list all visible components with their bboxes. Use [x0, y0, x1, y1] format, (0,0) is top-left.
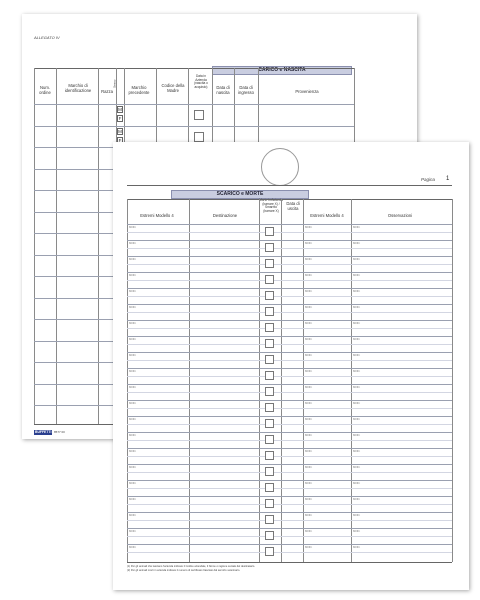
grid-row-line — [127, 464, 452, 465]
col-data-nascita: Data di nascita — [216, 85, 230, 95]
row-mod-label-second: MOD. — [305, 289, 313, 293]
grid-row-line — [127, 480, 452, 481]
row-mod-label: MOD. — [129, 481, 137, 485]
grid-row-line — [34, 104, 354, 105]
row-mod-label-second: MOD. — [305, 337, 313, 341]
row-mod-label-second: MOD. — [305, 481, 313, 485]
grid-row-line — [127, 336, 452, 337]
grid-half-line — [127, 424, 452, 425]
row-mod-label-second: MOD. — [305, 401, 313, 405]
morte-checkbox — [265, 387, 274, 396]
row-mod-label-second: MOD. — [305, 513, 313, 517]
grid-column-line — [189, 199, 190, 562]
grid-column-line — [127, 199, 128, 562]
row-mod-label-second: MOD. — [305, 273, 313, 277]
row-mod-label: MOD. — [129, 289, 137, 293]
col-marchio-identificazione: Marchio di identificazione — [64, 83, 92, 93]
row-mod-label-third: MOD. — [353, 241, 361, 245]
morte-checkbox — [265, 275, 274, 284]
grid-column-line — [98, 68, 99, 424]
morte-checkbox — [265, 227, 274, 236]
col-estremi-modello-4: Estremi Modello 4 — [140, 213, 174, 218]
grid-column-line — [281, 199, 282, 562]
row-mod-label-third: MOD. — [353, 417, 361, 421]
grid-column-line — [303, 199, 304, 562]
morte-smarrito-header: Morte in Azienda (barrare X) / Smarrito (barrare X) — [259, 198, 283, 214]
row-mod-label: MOD. — [129, 465, 137, 469]
row-mod-label-second: MOD. — [305, 545, 313, 549]
grid-row-line — [127, 320, 452, 321]
data-checkbox — [194, 132, 204, 142]
row-mod-label-second: MOD. — [305, 449, 313, 453]
row-mod-label: MOD. — [129, 369, 137, 373]
grid-row-line — [127, 448, 452, 449]
page-number: 1 — [446, 176, 450, 182]
form-code: 8577 00 — [54, 430, 65, 434]
row-mod-label-third: MOD. — [353, 545, 361, 549]
row-mod-label: MOD. — [129, 417, 137, 421]
row-mod-label: MOD. — [129, 321, 137, 325]
col-num-ordine: Num. ordine — [39, 85, 51, 95]
row-mod-label-second: MOD. — [305, 465, 313, 469]
morte-checkbox — [265, 435, 274, 444]
row-mod-label-second: MOD. — [305, 385, 313, 389]
row-mod-label: MOD. — [129, 257, 137, 261]
grid-half-line — [127, 344, 452, 345]
morte-checkbox — [265, 259, 274, 268]
morte-checkbox — [265, 499, 274, 508]
morte-checkbox — [265, 515, 274, 524]
col-estremi-modello-4-second: Estremi Modello 4 — [310, 213, 344, 218]
row-mod-label: MOD. — [129, 225, 137, 229]
grid-half-line — [127, 408, 452, 409]
grid-half-line — [127, 232, 452, 233]
grid-column-line — [56, 68, 57, 424]
row-mod-label-third: MOD. — [353, 273, 361, 277]
grid-half-line — [127, 472, 452, 473]
page-label: Pagina — [421, 177, 436, 182]
morte-checkbox — [265, 307, 274, 316]
grid-row-line — [127, 240, 452, 241]
morte-checkbox — [265, 531, 274, 540]
row-mod-label-second: MOD. — [305, 417, 313, 421]
row-mod-label-second: MOD. — [305, 369, 313, 373]
row-mod-label: MOD. — [129, 305, 137, 309]
col-sesso: Sesso — [112, 79, 117, 88]
row-mod-label: MOD. — [129, 529, 137, 533]
grid-half-line — [127, 360, 452, 361]
page-rule — [127, 185, 452, 186]
morte-checkbox — [265, 467, 274, 476]
grid-row-line — [127, 400, 452, 401]
morte-checkbox — [265, 483, 274, 492]
data-checkbox — [194, 110, 204, 120]
grid-half-line — [127, 392, 452, 393]
sesso-mark-m: M — [118, 107, 122, 112]
sesso-mark-m: M — [118, 128, 122, 134]
data-in-azienda-header: Data in Azienda (nascita o acquisto) — [194, 74, 208, 90]
row-mod-label-second: MOD. — [305, 241, 313, 245]
morte-checkbox — [265, 339, 274, 348]
footnote-2: (2) Per gli animali morti in azienda indicare il numero di certificato rilasciato dal servizio veterinario. — [127, 569, 241, 572]
grid-row-line — [127, 416, 452, 417]
row-mod-label-second: MOD. — [305, 257, 313, 261]
grid-row-line — [127, 224, 452, 225]
row-mod-label-third: MOD. — [353, 497, 361, 501]
row-mod-label: MOD. — [129, 241, 137, 245]
front-table-bottom-rule — [127, 562, 452, 563]
grid-half-line — [127, 552, 452, 553]
morte-checkbox — [265, 419, 274, 428]
grid-half-line — [127, 440, 452, 441]
grid-row-line — [127, 496, 452, 497]
row-mod-label-third: MOD. — [353, 321, 361, 325]
col-destinazione: Destinazione — [212, 213, 238, 218]
front-register-sheet — [113, 142, 469, 590]
grid-half-line — [127, 520, 452, 521]
morte-checkbox — [265, 291, 274, 300]
grid-column-line — [259, 199, 260, 562]
row-mod-label-third: MOD. — [353, 449, 361, 453]
grid-row-line — [127, 432, 452, 433]
grid-row-line — [127, 304, 452, 305]
morte-checkbox — [265, 451, 274, 460]
grid-row-line — [127, 256, 452, 257]
buffetti-logo: BUFFETTI — [35, 430, 52, 434]
row-mod-label: MOD. — [129, 385, 137, 389]
footnote-1: (1) Per gli animali che lasciano l'azienda indicare il Codice aziendale, il Nome o ragione sociale del destinatario. — [127, 565, 256, 568]
table-top-rule — [34, 68, 354, 69]
col-data-ingresso: Data di ingresso — [238, 85, 254, 95]
col-razza: Razza — [101, 89, 113, 94]
morte-checkbox — [265, 355, 274, 364]
row-mod-label: MOD. — [129, 497, 137, 501]
grid-row-line — [127, 368, 452, 369]
row-mod-label-third: MOD. — [353, 353, 361, 357]
row-mod-label-second: MOD. — [305, 433, 313, 437]
grid-half-line — [127, 280, 452, 281]
row-mod-label-third: MOD. — [353, 225, 361, 229]
binder-hole — [261, 148, 299, 186]
grid-half-line — [127, 296, 452, 297]
col-data-uscita: Data di uscita — [286, 201, 300, 211]
row-mod-label-third: MOD. — [353, 305, 361, 309]
col-osservazioni: Osservazioni — [387, 213, 413, 218]
grid-half-line — [127, 264, 452, 265]
row-mod-label-third: MOD. — [353, 529, 361, 533]
row-mod-label-third: MOD. — [353, 369, 361, 373]
grid-half-line — [127, 456, 452, 457]
row-mod-label-third: MOD. — [353, 433, 361, 437]
corner-label: ALLEGATO IV — [34, 35, 60, 40]
row-mod-label-third: MOD. — [353, 337, 361, 341]
sesso-mark-f: F — [118, 137, 122, 143]
morte-checkbox — [265, 403, 274, 412]
grid-row-line — [127, 512, 452, 513]
grid-row-line — [127, 544, 452, 545]
grid-half-line — [127, 536, 452, 537]
row-mod-label: MOD. — [129, 433, 137, 437]
row-mod-label-second: MOD. — [305, 353, 313, 357]
grid-column-line — [34, 68, 35, 424]
row-mod-label-second: MOD. — [305, 225, 313, 229]
grid-half-line — [127, 312, 452, 313]
sesso-mark-f: F — [118, 116, 122, 121]
row-mod-label-second: MOD. — [305, 305, 313, 309]
row-mod-label: MOD. — [129, 401, 137, 405]
row-mod-label-second: MOD. — [305, 321, 313, 325]
row-mod-label: MOD. — [129, 353, 137, 357]
carico-nascita-band: CARICO e NASCITA — [212, 66, 352, 75]
col-codice-madre: Codice della Madre — [161, 83, 185, 93]
grid-row-line — [127, 528, 452, 529]
row-mod-label: MOD. — [129, 337, 137, 341]
row-mod-label-second: MOD. — [305, 529, 313, 533]
grid-row-line — [34, 126, 354, 127]
row-mod-label: MOD. — [129, 545, 137, 549]
grid-half-line — [127, 376, 452, 377]
row-mod-label-third: MOD. — [353, 257, 361, 261]
row-mod-label-third: MOD. — [353, 513, 361, 517]
grid-row-line — [127, 384, 452, 385]
row-mod-label-third: MOD. — [353, 465, 361, 469]
grid-row-line — [127, 288, 452, 289]
row-mod-label-second: MOD. — [305, 497, 313, 501]
row-mod-label: MOD. — [129, 449, 137, 453]
grid-column-line — [452, 199, 453, 562]
row-mod-label-third: MOD. — [353, 289, 361, 293]
morte-checkbox — [265, 323, 274, 332]
morte-checkbox — [265, 243, 274, 252]
row-mod-label-third: MOD. — [353, 481, 361, 485]
grid-half-line — [127, 504, 452, 505]
grid-column-line — [351, 199, 352, 562]
grid-half-line — [127, 248, 452, 249]
col-marchio-precedente: Marchio precedente — [128, 85, 150, 95]
row-mod-label: MOD. — [129, 513, 137, 517]
morte-checkbox — [265, 547, 274, 556]
morte-checkbox — [265, 371, 274, 380]
grid-half-line — [127, 488, 452, 489]
grid-row-line — [127, 352, 452, 353]
col-provenienza: Provenienza — [295, 89, 319, 94]
grid-row-line — [127, 272, 452, 273]
row-mod-label-third: MOD. — [353, 401, 361, 405]
row-mod-label-third: MOD. — [353, 385, 361, 389]
row-mod-label: MOD. — [129, 273, 137, 277]
scarico-morte-band: SCARICO e MORTE — [171, 190, 309, 199]
grid-half-line — [127, 328, 452, 329]
front-table-top-rule — [127, 199, 452, 200]
